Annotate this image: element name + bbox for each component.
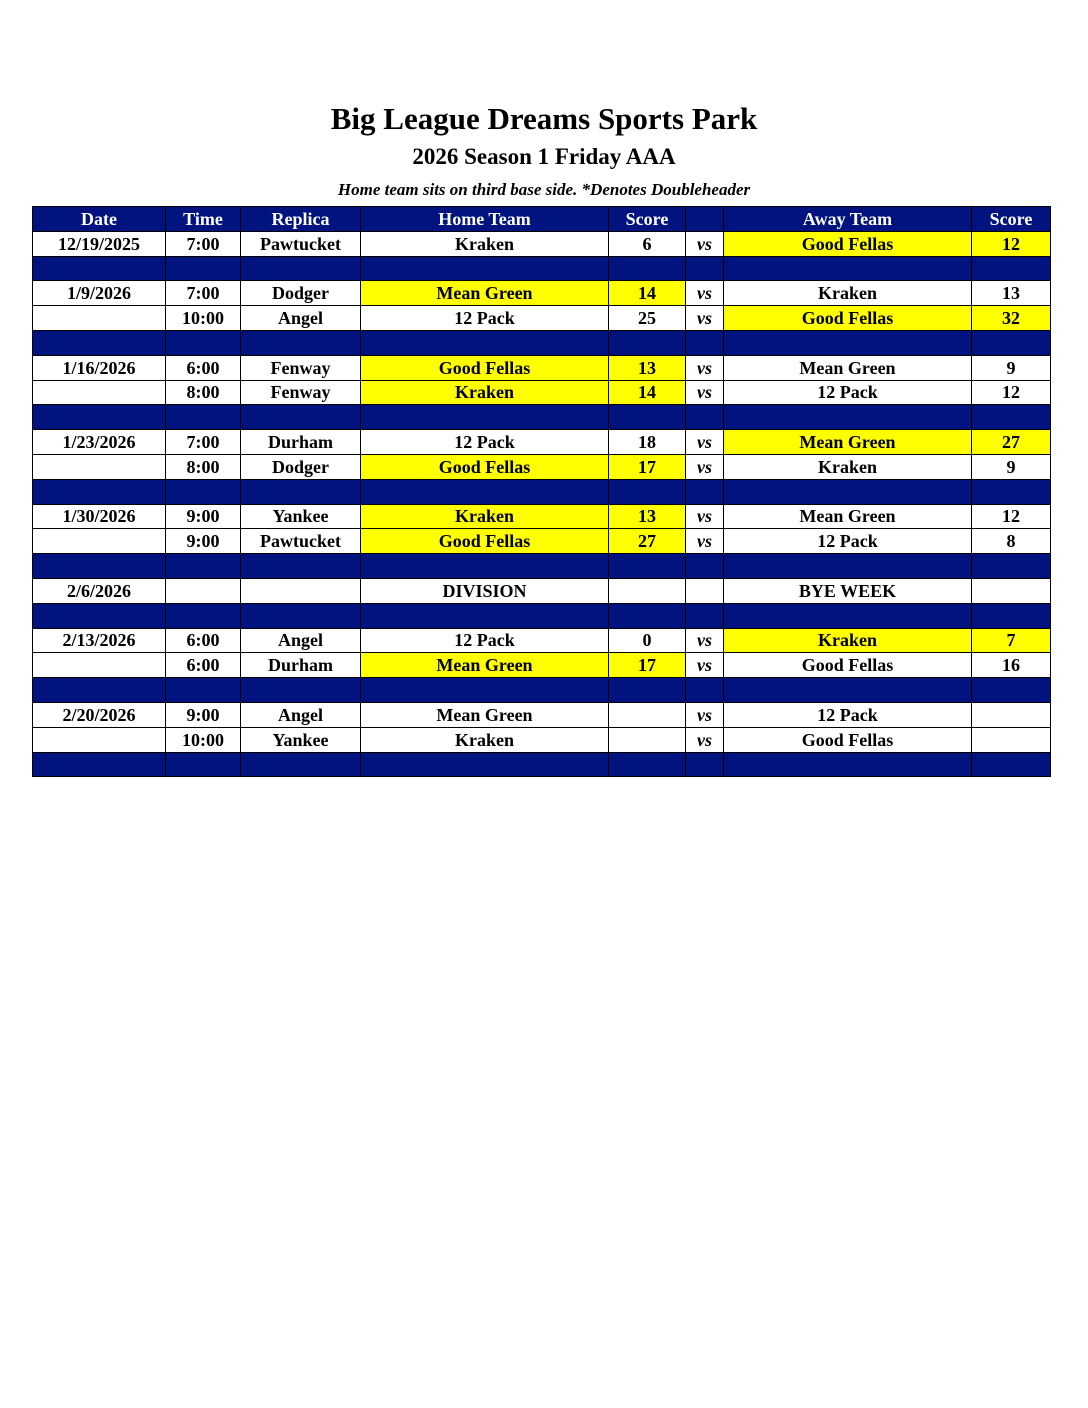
separator-cell [241, 256, 361, 281]
vs-cell: vs [686, 306, 724, 331]
schedule-table [32, 206, 1051, 777]
game-row [33, 578, 1051, 603]
page-title: Big League Dreams Sports Park [330, 101, 758, 136]
home-team-cell: Good Fellas [361, 529, 609, 554]
date-cell: 1/9/2026 [33, 281, 166, 306]
replica-cell: Durham [241, 653, 361, 678]
separator-cell [166, 678, 241, 703]
home-team-cell: Kraken [361, 380, 609, 405]
separator-cell [972, 256, 1051, 281]
separator-cell [609, 554, 686, 579]
vs-cell [686, 578, 724, 603]
replica-cell: Fenway [241, 355, 361, 380]
separator-cell [166, 479, 241, 504]
away-score-cell [972, 702, 1051, 727]
away-team-cell: Mean Green [724, 355, 972, 380]
home-team-cell: 12 Pack [361, 306, 609, 331]
away-score-cell [972, 578, 1051, 603]
replica-cell: Durham [241, 430, 361, 455]
away-team-cell: Kraken [724, 628, 972, 653]
separator-row [33, 554, 1051, 579]
vs-cell: vs [686, 380, 724, 405]
column-header-vs [686, 207, 724, 232]
separator-cell [33, 752, 166, 777]
away-team-cell: 12 Pack [724, 702, 972, 727]
home-team-cell: Good Fellas [361, 454, 609, 479]
time-cell: 7:00 [166, 281, 241, 306]
separator-cell [33, 405, 166, 430]
game-row [33, 727, 1051, 752]
separator-cell [241, 330, 361, 355]
vs-cell: vs [686, 653, 724, 678]
separator-cell [361, 330, 609, 355]
home-team-cell: Mean Green [361, 702, 609, 727]
away-team-cell: Kraken [724, 454, 972, 479]
home-team-cell: 12 Pack [361, 430, 609, 455]
vs-cell: vs [686, 504, 724, 529]
home-score-cell: 13 [609, 355, 686, 380]
replica-cell: Fenway [241, 380, 361, 405]
separator-cell [361, 678, 609, 703]
replica-cell: Yankee [241, 727, 361, 752]
time-cell: 10:00 [166, 727, 241, 752]
time-cell: 10:00 [166, 306, 241, 331]
home-score-cell: 27 [609, 529, 686, 554]
date-cell: 2/13/2026 [33, 628, 166, 653]
time-cell: 9:00 [166, 504, 241, 529]
home-score-cell: 25 [609, 306, 686, 331]
separator-row [33, 603, 1051, 628]
separator-cell [361, 752, 609, 777]
home-team-cell: Mean Green [361, 281, 609, 306]
separator-cell [361, 603, 609, 628]
header-row [33, 207, 1051, 232]
time-cell: 6:00 [166, 628, 241, 653]
home-score-cell [609, 578, 686, 603]
date-cell: 1/23/2026 [33, 430, 166, 455]
home-team-cell: Kraken [361, 727, 609, 752]
separator-cell [609, 256, 686, 281]
away-team-cell: Mean Green [724, 504, 972, 529]
date-cell: 2/6/2026 [33, 578, 166, 603]
home-score-cell: 6 [609, 231, 686, 256]
separator-cell [724, 603, 972, 628]
schedule-note: Home team sits on third base side. *Denotes Doubleheader [337, 180, 751, 199]
date-cell: 2/20/2026 [33, 702, 166, 727]
away-team-cell: Mean Green [724, 430, 972, 455]
time-cell: 6:00 [166, 355, 241, 380]
away-team-cell: Good Fellas [724, 231, 972, 256]
home-score-cell: 18 [609, 430, 686, 455]
away-score-cell: 32 [972, 306, 1051, 331]
replica-cell: Pawtucket [241, 231, 361, 256]
separator-cell [609, 678, 686, 703]
game-row [33, 702, 1051, 727]
home-team-cell: Kraken [361, 231, 609, 256]
game-row [33, 355, 1051, 380]
time-cell: 9:00 [166, 702, 241, 727]
home-score-cell: 14 [609, 380, 686, 405]
away-score-cell [972, 727, 1051, 752]
separator-cell [724, 330, 972, 355]
separator-cell [361, 479, 609, 504]
separator-cell [33, 554, 166, 579]
home-score-cell [609, 727, 686, 752]
separator-cell [241, 678, 361, 703]
game-row [33, 454, 1051, 479]
away-score-cell: 9 [972, 355, 1051, 380]
column-header-time: Time [166, 207, 241, 232]
separator-cell [972, 603, 1051, 628]
schedule-body [33, 231, 1051, 777]
season-subtitle: 2026 Season 1 Friday AAA [412, 144, 676, 169]
separator-cell [686, 330, 724, 355]
date-cell [33, 454, 166, 479]
separator-cell [972, 405, 1051, 430]
separator-cell [361, 405, 609, 430]
away-score-cell: 12 [972, 380, 1051, 405]
away-team-cell: Good Fellas [724, 653, 972, 678]
away-team-cell: 12 Pack [724, 380, 972, 405]
date-cell: 1/16/2026 [33, 355, 166, 380]
separator-cell [686, 603, 724, 628]
vs-cell: vs [686, 231, 724, 256]
separator-cell [33, 603, 166, 628]
away-team-cell: Good Fellas [724, 306, 972, 331]
vs-cell: vs [686, 727, 724, 752]
separator-cell [609, 752, 686, 777]
replica-cell: Angel [241, 306, 361, 331]
date-cell [33, 653, 166, 678]
separator-row [33, 256, 1051, 281]
home-team-cell: 12 Pack [361, 628, 609, 653]
vs-cell: vs [686, 628, 724, 653]
column-header-away-team: Away Team [724, 207, 972, 232]
replica-cell: Angel [241, 628, 361, 653]
separator-cell [609, 405, 686, 430]
separator-cell [166, 405, 241, 430]
time-cell: 8:00 [166, 454, 241, 479]
separator-row [33, 405, 1051, 430]
separator-cell [609, 479, 686, 504]
separator-cell [609, 603, 686, 628]
away-score-cell: 8 [972, 529, 1051, 554]
separator-cell [686, 479, 724, 504]
home-score-cell: 13 [609, 504, 686, 529]
time-cell [166, 578, 241, 603]
date-cell [33, 380, 166, 405]
replica-cell: Dodger [241, 281, 361, 306]
home-team-cell: DIVISION [361, 578, 609, 603]
separator-cell [33, 330, 166, 355]
column-header-replica: Replica [241, 207, 361, 232]
date-cell [33, 529, 166, 554]
separator-cell [33, 479, 166, 504]
game-row [33, 504, 1051, 529]
column-header-home-score: Score [609, 207, 686, 232]
away-team-cell: BYE WEEK [724, 578, 972, 603]
date-cell [33, 727, 166, 752]
home-score-cell: 17 [609, 653, 686, 678]
away-score-cell: 16 [972, 653, 1051, 678]
game-row [33, 281, 1051, 306]
away-score-cell: 9 [972, 454, 1051, 479]
separator-cell [33, 256, 166, 281]
replica-cell: Pawtucket [241, 529, 361, 554]
time-cell: 9:00 [166, 529, 241, 554]
separator-cell [241, 752, 361, 777]
separator-cell [609, 330, 686, 355]
separator-cell [241, 603, 361, 628]
time-cell: 6:00 [166, 653, 241, 678]
separator-cell [166, 256, 241, 281]
home-team-cell: Mean Green [361, 653, 609, 678]
separator-cell [724, 405, 972, 430]
game-row [33, 306, 1051, 331]
away-team-cell: Kraken [724, 281, 972, 306]
separator-cell [972, 752, 1051, 777]
game-row [33, 529, 1051, 554]
separator-cell [166, 603, 241, 628]
separator-row [33, 678, 1051, 703]
separator-cell [166, 554, 241, 579]
separator-cell [724, 479, 972, 504]
home-score-cell: 0 [609, 628, 686, 653]
separator-cell [972, 330, 1051, 355]
column-header-home-team: Home Team [361, 207, 609, 232]
time-cell: 8:00 [166, 380, 241, 405]
date-cell: 1/30/2026 [33, 504, 166, 529]
separator-cell [972, 479, 1051, 504]
separator-cell [361, 554, 609, 579]
separator-row [33, 752, 1051, 777]
replica-cell [241, 578, 361, 603]
separator-cell [972, 554, 1051, 579]
separator-cell [724, 678, 972, 703]
game-row [33, 231, 1051, 256]
separator-cell [241, 479, 361, 504]
away-score-cell: 13 [972, 281, 1051, 306]
replica-cell: Angel [241, 702, 361, 727]
separator-cell [686, 678, 724, 703]
separator-cell [686, 405, 724, 430]
separator-row [33, 479, 1051, 504]
away-score-cell: 27 [972, 430, 1051, 455]
game-row [33, 430, 1051, 455]
separator-cell [361, 256, 609, 281]
date-cell [33, 306, 166, 331]
separator-cell [724, 256, 972, 281]
replica-cell: Yankee [241, 504, 361, 529]
separator-cell [686, 256, 724, 281]
home-score-cell: 17 [609, 454, 686, 479]
home-score-cell: 14 [609, 281, 686, 306]
time-cell: 7:00 [166, 231, 241, 256]
vs-cell: vs [686, 355, 724, 380]
separator-cell [686, 752, 724, 777]
date-cell: 12/19/2025 [33, 231, 166, 256]
game-row [33, 380, 1051, 405]
column-header-away-score: Score [972, 207, 1051, 232]
vs-cell: vs [686, 702, 724, 727]
separator-cell [166, 752, 241, 777]
away-score-cell: 12 [972, 504, 1051, 529]
column-header-date: Date [33, 207, 166, 232]
separator-cell [33, 678, 166, 703]
vs-cell: vs [686, 529, 724, 554]
away-team-cell: 12 Pack [724, 529, 972, 554]
away-score-cell: 12 [972, 231, 1051, 256]
separator-cell [724, 752, 972, 777]
vs-cell: vs [686, 430, 724, 455]
separator-cell [166, 330, 241, 355]
away-team-cell: Good Fellas [724, 727, 972, 752]
separator-cell [241, 554, 361, 579]
away-score-cell: 7 [972, 628, 1051, 653]
vs-cell: vs [686, 281, 724, 306]
home-team-cell: Good Fellas [361, 355, 609, 380]
separator-row [33, 330, 1051, 355]
separator-cell [241, 405, 361, 430]
game-row [33, 628, 1051, 653]
game-row [33, 653, 1051, 678]
separator-cell [686, 554, 724, 579]
separator-cell [724, 554, 972, 579]
home-score-cell [609, 702, 686, 727]
replica-cell: Dodger [241, 454, 361, 479]
vs-cell: vs [686, 454, 724, 479]
separator-cell [972, 678, 1051, 703]
time-cell: 7:00 [166, 430, 241, 455]
home-team-cell: Kraken [361, 504, 609, 529]
